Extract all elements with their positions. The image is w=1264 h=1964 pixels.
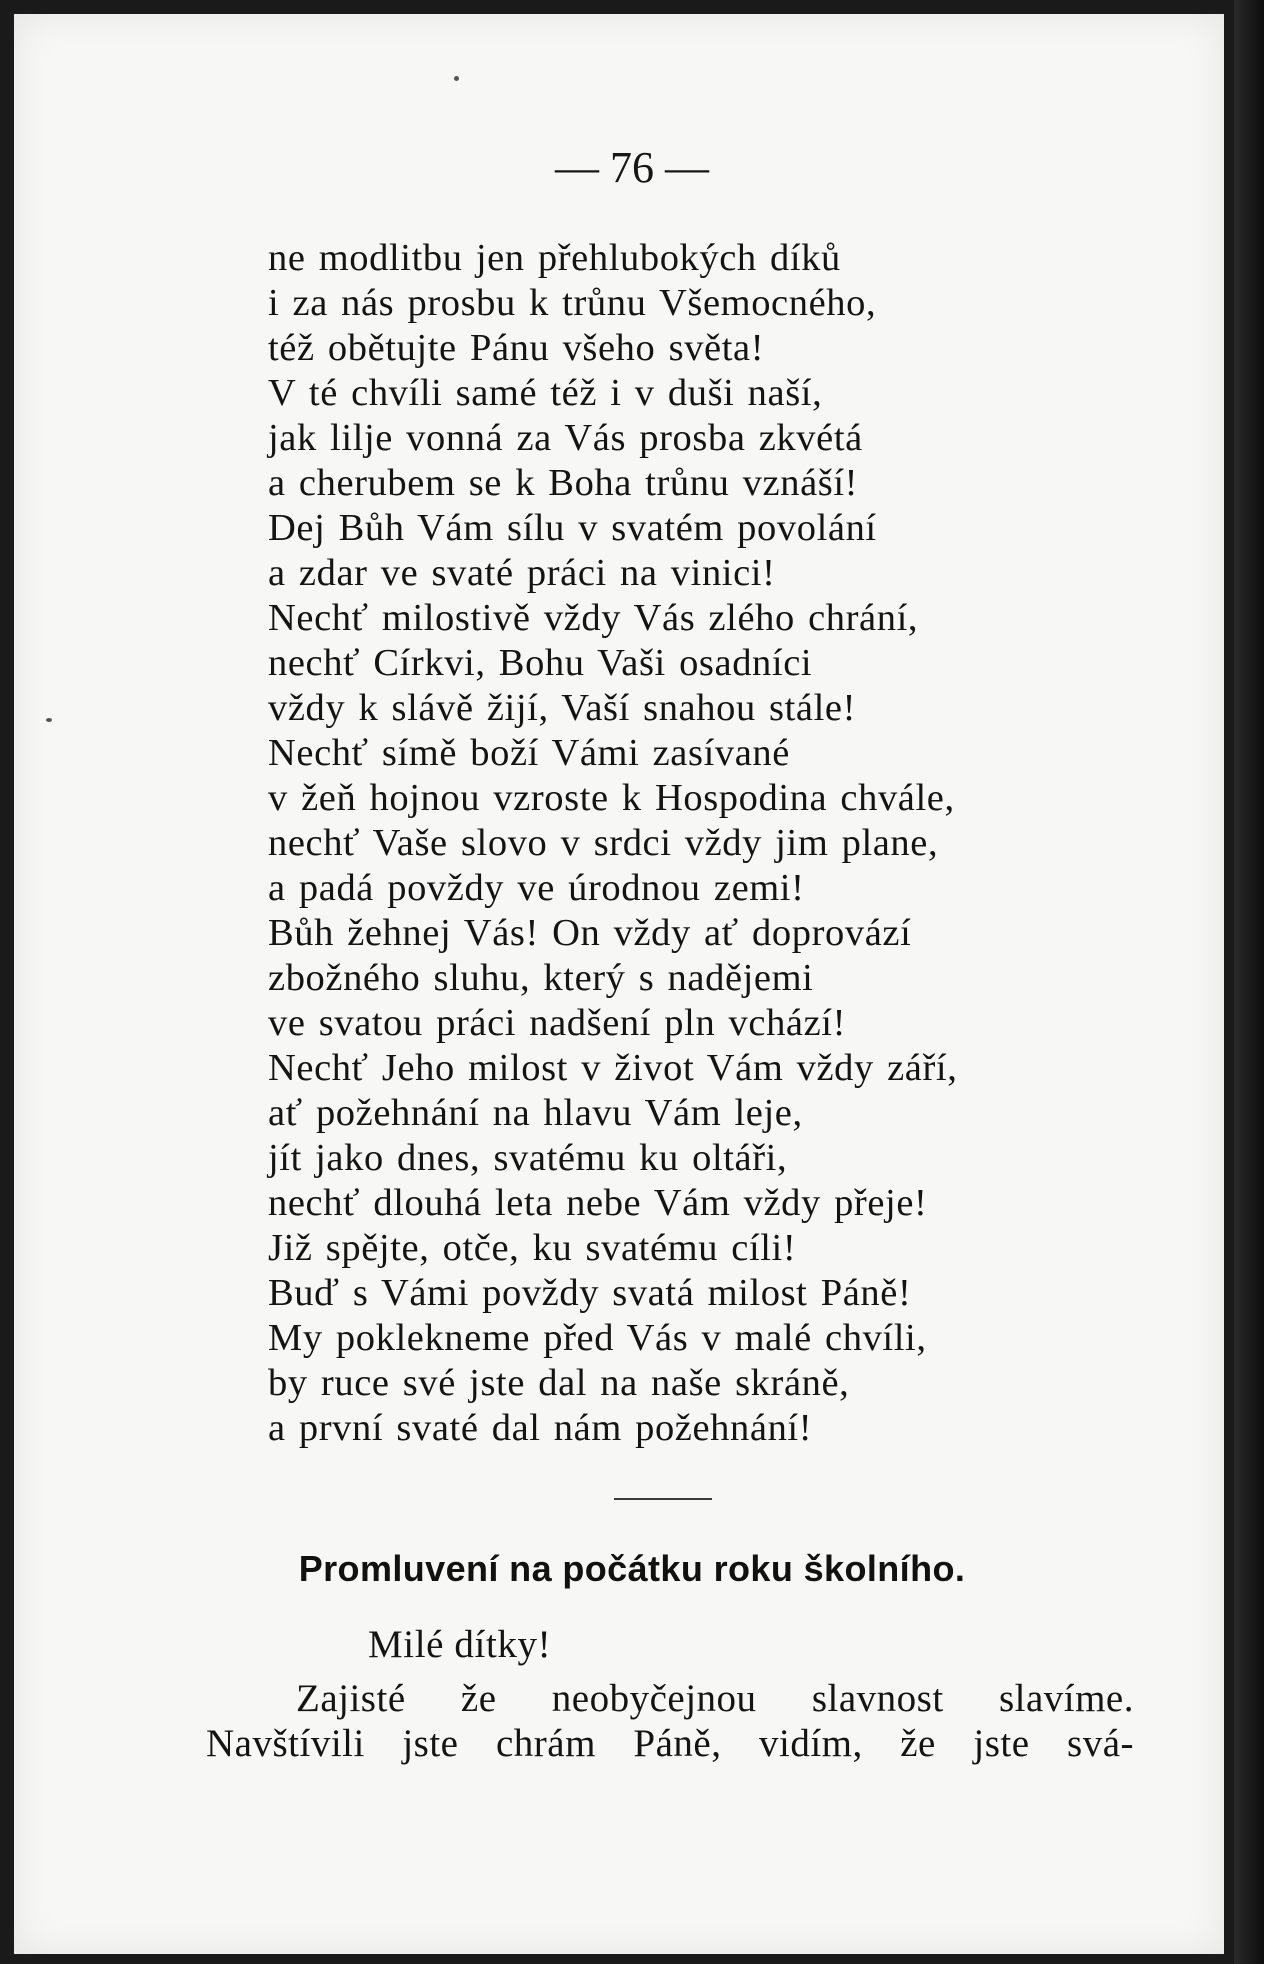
poem-line: Nechť milostivě vždy Vás zlého chrání, <box>268 597 919 639</box>
prose-body <box>206 1676 1134 1766</box>
scan-edge <box>1234 0 1264 1964</box>
prose-line: Zajisté že neobyčejnou slavnost slavíme. <box>296 1677 1134 1720</box>
poem-line: nechť Vaše slovo v srdci vždy jim plane, <box>268 822 939 864</box>
poem-line: jak lilje vonná za Vás prosba zkvétá <box>268 417 863 459</box>
poem-line: My poklekneme před Vás v malé chvíli, <box>268 1317 927 1359</box>
poem-line: Již spějte, otče, ku svatému cíli! <box>268 1227 797 1269</box>
scan-speck <box>46 718 52 722</box>
page-number: — 76 — <box>555 143 709 192</box>
poem-line: i za nás prosbu k trůnu Všemocného, <box>268 282 877 324</box>
poem-line: ať požehnání na hlavu Vám leje, <box>268 1092 803 1134</box>
poem-line: a první svaté dal nám požehnání! <box>268 1407 813 1449</box>
greeting: Milé dítky! <box>368 1623 552 1666</box>
poem-line: ve svatou práci nadšení pln vchází! <box>268 1002 847 1044</box>
poem-line: nechť dlouhá leta nebe Vám vždy přeje! <box>268 1182 928 1224</box>
poem-line: Buď s Vámi povždy svatá milost Páně! <box>268 1272 912 1314</box>
poem-line: V té chvíli samé též i v duši naší, <box>268 372 823 414</box>
poem-line: též obětujte Pánu všeho světa! <box>268 327 765 369</box>
poem-line: nechť Církvi, Bohu Vaši osadníci <box>268 642 813 684</box>
poem-line: Dej Bůh Vám sílu v svatém povolání <box>268 507 877 549</box>
section-divider <box>614 1498 712 1500</box>
poem-line: a cherubem se k Boha trůnu vznáší! <box>268 462 859 504</box>
poem-line: vždy k slávě žijí, Vaší snahou stále! <box>268 687 856 729</box>
poem-line: Nechť símě boží Vámi zasívané <box>268 732 790 774</box>
section-heading: Promluvení na počátku roku školního. <box>298 1548 966 1589</box>
poem-line: by ruce své jste dal na naše skráně, <box>268 1362 850 1404</box>
poem-body <box>268 236 957 1451</box>
poem-line: Nechť Jeho milost v život Vám vždy září, <box>268 1047 958 1089</box>
poem-line: Bůh žehnej Vás! On vždy ať doprovází <box>268 912 912 954</box>
poem-line: v žeň hojnou vzroste k Hospodina chvále, <box>268 777 955 819</box>
poem-line: jít jako dnes, svatému ku oltáři, <box>268 1137 788 1179</box>
prose-line: Navštívili jste chrám Páně, vidím, že jste svá- <box>206 1722 1134 1765</box>
poem-line: a zdar ve svaté práci na vinici! <box>268 552 776 594</box>
poem-line: ne modlitbu jen přehlubokých díků <box>268 237 841 279</box>
poem-line: zbožného sluhu, který s nadějemi <box>268 957 814 999</box>
poem-line: a padá povždy ve úrodnou zemi! <box>268 867 805 909</box>
scan-speck <box>454 76 459 81</box>
